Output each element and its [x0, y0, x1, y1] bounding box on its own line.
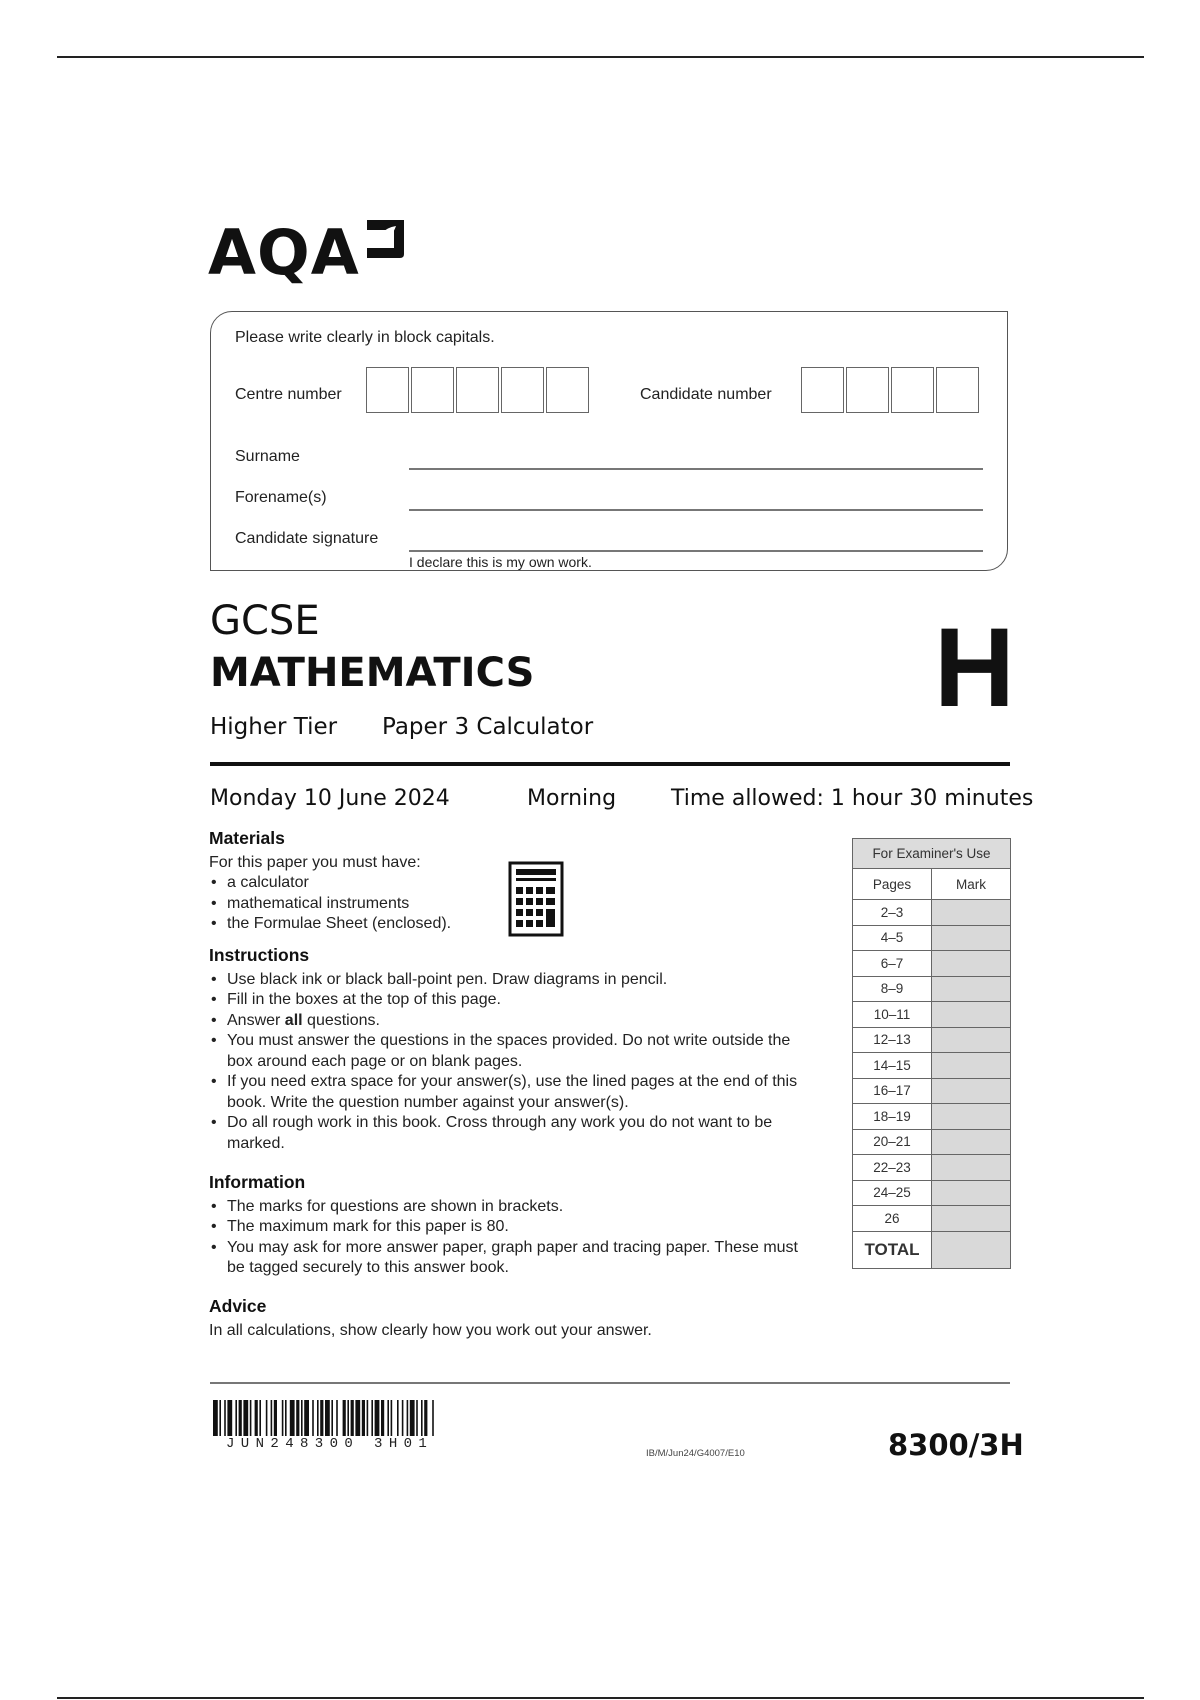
paper-name: Paper 3 Calculator [382, 714, 594, 740]
barcode-bar [266, 1400, 268, 1436]
barcode-bar [362, 1400, 365, 1436]
barcode-bar [274, 1400, 277, 1436]
barcode-bar [227, 1400, 232, 1436]
centre-digit-box[interactable] [411, 367, 454, 413]
pages-cell: 24–25 [853, 1180, 932, 1206]
title-rule [210, 762, 1010, 766]
mark-cell [932, 1104, 1011, 1130]
examiner-rows [853, 900, 1011, 1232]
mark-cell [932, 1180, 1011, 1206]
subject-title: MATHEMATICS [210, 650, 535, 696]
mark-cell [932, 951, 1011, 977]
examiner-row [853, 1129, 1011, 1155]
bottom-rule [57, 1697, 1144, 1699]
examiners-use-table [852, 838, 1011, 1269]
surname-line[interactable] [409, 468, 983, 470]
total-label: TOTAL [853, 1231, 932, 1268]
information-heading: Information [209, 1172, 306, 1192]
examiner-row [853, 1104, 1011, 1130]
barcode-bar [243, 1400, 248, 1436]
barcode-bar [250, 1400, 252, 1436]
calculator-icon [508, 861, 564, 937]
barcode-bar [325, 1400, 330, 1436]
examiner-row [853, 1053, 1011, 1079]
barcode-bar [347, 1400, 349, 1436]
examiner-row [853, 900, 1011, 926]
information-item: • You may ask for more answer paper, graph paper and tracing paper. These must be tagged securely to this answer book. [209, 1238, 809, 1279]
materials-heading: Materials [209, 828, 285, 848]
surname-label: Surname [235, 448, 300, 465]
pages-cell: 16–17 [853, 1078, 932, 1104]
candidate-digit-box[interactable] [846, 367, 889, 413]
barcode-bar [282, 1400, 284, 1436]
barcode-bar [432, 1400, 434, 1436]
pages-cell: 6–7 [853, 951, 932, 977]
instructions-item: • You must answer the questions in the spaces provided. Do not write outside the box around each page or on blank pages. [209, 1031, 809, 1072]
block-capitals-instruction: Please write clearly in block capitals. [235, 329, 495, 346]
pages-cell: 18–19 [853, 1104, 932, 1130]
materials-item: • a calculator [209, 873, 809, 894]
signature-line[interactable] [409, 550, 983, 552]
barcode-bar [239, 1400, 242, 1436]
barcode-bar [407, 1400, 409, 1436]
advice-text: In all calculations, show clearly how you work out your answer. [209, 1321, 652, 1339]
qualification-title: GCSE [210, 598, 320, 644]
pages-cell: 8–9 [853, 976, 932, 1002]
instructions-list [209, 970, 809, 1155]
centre-digit-box[interactable] [366, 367, 409, 413]
barcode-bar [285, 1400, 287, 1436]
pages-cell: 4–5 [853, 925, 932, 951]
instructions-section [209, 945, 809, 1154]
examiner-row [853, 1180, 1011, 1206]
total-mark-cell [932, 1231, 1011, 1268]
paper-reference: IB/M/Jun24/G4007/E10 [646, 1448, 745, 1459]
barcode [213, 1400, 537, 1436]
barcode-bar [355, 1400, 360, 1436]
examiner-row [853, 925, 1011, 951]
barcode-bar [381, 1400, 384, 1436]
pages-cell: 14–15 [853, 1053, 932, 1079]
materials-intro: For this paper you must have: [209, 853, 421, 871]
instructions-item: • If you need extra space for your answer(s), use the lined pages at the end of this book. Write the question number against your answer(s). [209, 1072, 809, 1113]
barcode-bar [351, 1400, 354, 1436]
mark-cell [932, 976, 1011, 1002]
candidate-number-boxes[interactable] [801, 367, 981, 413]
mark-column-header: Mark [932, 869, 1011, 900]
barcode-bar [343, 1400, 346, 1436]
barcode-bar [320, 1400, 323, 1436]
pages-cell: 12–13 [853, 1027, 932, 1053]
examiner-row [853, 1002, 1011, 1028]
barcode-bar [397, 1400, 399, 1436]
exam-session: Morning [527, 786, 617, 811]
barcode-bar [424, 1400, 427, 1436]
forenames-line[interactable] [409, 509, 983, 511]
footer-rule [210, 1382, 1010, 1384]
aqa-logo-text: AQA [208, 216, 360, 289]
barcode-bar [375, 1400, 380, 1436]
barcode-bar [271, 1400, 273, 1436]
aqa-logo [208, 218, 406, 288]
barcode-bar [259, 1400, 261, 1436]
barcode-bar [317, 1400, 319, 1436]
centre-digit-box[interactable] [501, 367, 544, 413]
barcode-bar [255, 1400, 258, 1436]
barcode-bar [391, 1400, 393, 1436]
advice-heading: Advice [209, 1296, 267, 1316]
examiner-row [853, 1206, 1011, 1232]
materials-item: • the Formulae Sheet (enclosed). [209, 914, 809, 935]
barcode-bar [367, 1400, 369, 1436]
examiner-row [853, 1155, 1011, 1181]
candidate-digit-box[interactable] [891, 367, 934, 413]
instructions-item [209, 1011, 809, 1032]
forenames-label: Forename(s) [235, 489, 327, 506]
mark-cell [932, 1206, 1011, 1232]
mark-cell [932, 1129, 1011, 1155]
barcode-bar [304, 1400, 309, 1436]
mark-cell [932, 925, 1011, 951]
barcode-bar [402, 1400, 404, 1436]
instructions-item: • Fill in the boxes at the top of this page. [209, 990, 809, 1011]
materials-item: • mathematical instruments [209, 894, 809, 915]
centre-number-label: Centre number [235, 386, 342, 403]
barcode-bar [296, 1400, 299, 1436]
barcode-bar [224, 1400, 226, 1436]
centre-digit-box[interactable] [546, 367, 589, 413]
barcode-bar [336, 1400, 338, 1436]
examiner-row [853, 1027, 1011, 1053]
declaration-text: I declare this is my own work. [409, 554, 592, 570]
instructions-item: • Use black ink or black ball-point pen. Draw diagrams in pencil. [209, 970, 809, 991]
information-item: • The marks for questions are shown in brackets. [209, 1197, 809, 1218]
barcode-bar [416, 1400, 418, 1436]
instructions-heading: Instructions [209, 945, 310, 965]
barcode-bar [387, 1400, 389, 1436]
centre-number-boxes[interactable] [366, 367, 591, 413]
barcode-text: JUN248300 3H01 [226, 1436, 434, 1452]
information-item: • The maximum mark for this paper is 80. [209, 1217, 809, 1238]
barcode-bar [301, 1400, 303, 1436]
examiner-row [853, 951, 1011, 977]
instructions-item-text: questions. [302, 1011, 380, 1029]
pages-cell: 26 [853, 1206, 932, 1232]
barcode-bar [219, 1400, 221, 1436]
examiners-use-title: For Examiner's Use [853, 839, 1011, 869]
instructions-item: • Do all rough work in this book. Cross through any work you do not want to be marked. [209, 1113, 809, 1154]
barcode-bar [213, 1400, 218, 1436]
candidate-number-label: Candidate number [640, 386, 772, 403]
centre-digit-box[interactable] [456, 367, 499, 413]
mark-cell [932, 1002, 1011, 1028]
instructions-item-bold: all [284, 1011, 303, 1029]
barcode-bar [371, 1400, 373, 1436]
top-rule [57, 56, 1144, 58]
tier-letter: H [934, 605, 1015, 730]
advice-section [209, 1296, 809, 1341]
examiner-row [853, 1078, 1011, 1104]
candidate-digit-box[interactable] [801, 367, 844, 413]
time-allowed: Time allowed: 1 hour 30 minutes [671, 786, 1034, 811]
pages-column-header: Pages [853, 869, 932, 900]
candidate-digit-box[interactable] [936, 367, 979, 413]
information-list [209, 1197, 809, 1279]
barcode-bar [421, 1400, 423, 1436]
pages-cell: 2–3 [853, 900, 932, 926]
aqa-leaf-icon [364, 218, 406, 260]
barcode-bar [331, 1400, 333, 1436]
mark-cell [932, 1053, 1011, 1079]
signature-label: Candidate signature [235, 530, 379, 547]
barcode-bar [235, 1400, 237, 1436]
exam-date: Monday 10 June 2024 [210, 786, 450, 811]
candidate-details-box [210, 311, 1008, 571]
information-section [209, 1172, 809, 1279]
mark-cell [932, 1155, 1011, 1181]
pages-cell: 20–21 [853, 1129, 932, 1155]
mark-cell [932, 1027, 1011, 1053]
mark-cell [932, 1078, 1011, 1104]
barcode-bar [312, 1400, 314, 1436]
barcode-bar [290, 1400, 295, 1436]
barcode-bar [410, 1400, 415, 1436]
instructions-item-text: Answer [227, 1011, 285, 1029]
examiner-row [853, 976, 1011, 1002]
paper-code: 8300/3H [888, 1428, 1024, 1462]
pages-cell: 22–23 [853, 1155, 932, 1181]
tier-label: Higher Tier [210, 714, 338, 740]
pages-cell: 10–11 [853, 1002, 932, 1028]
mark-cell [932, 900, 1011, 926]
